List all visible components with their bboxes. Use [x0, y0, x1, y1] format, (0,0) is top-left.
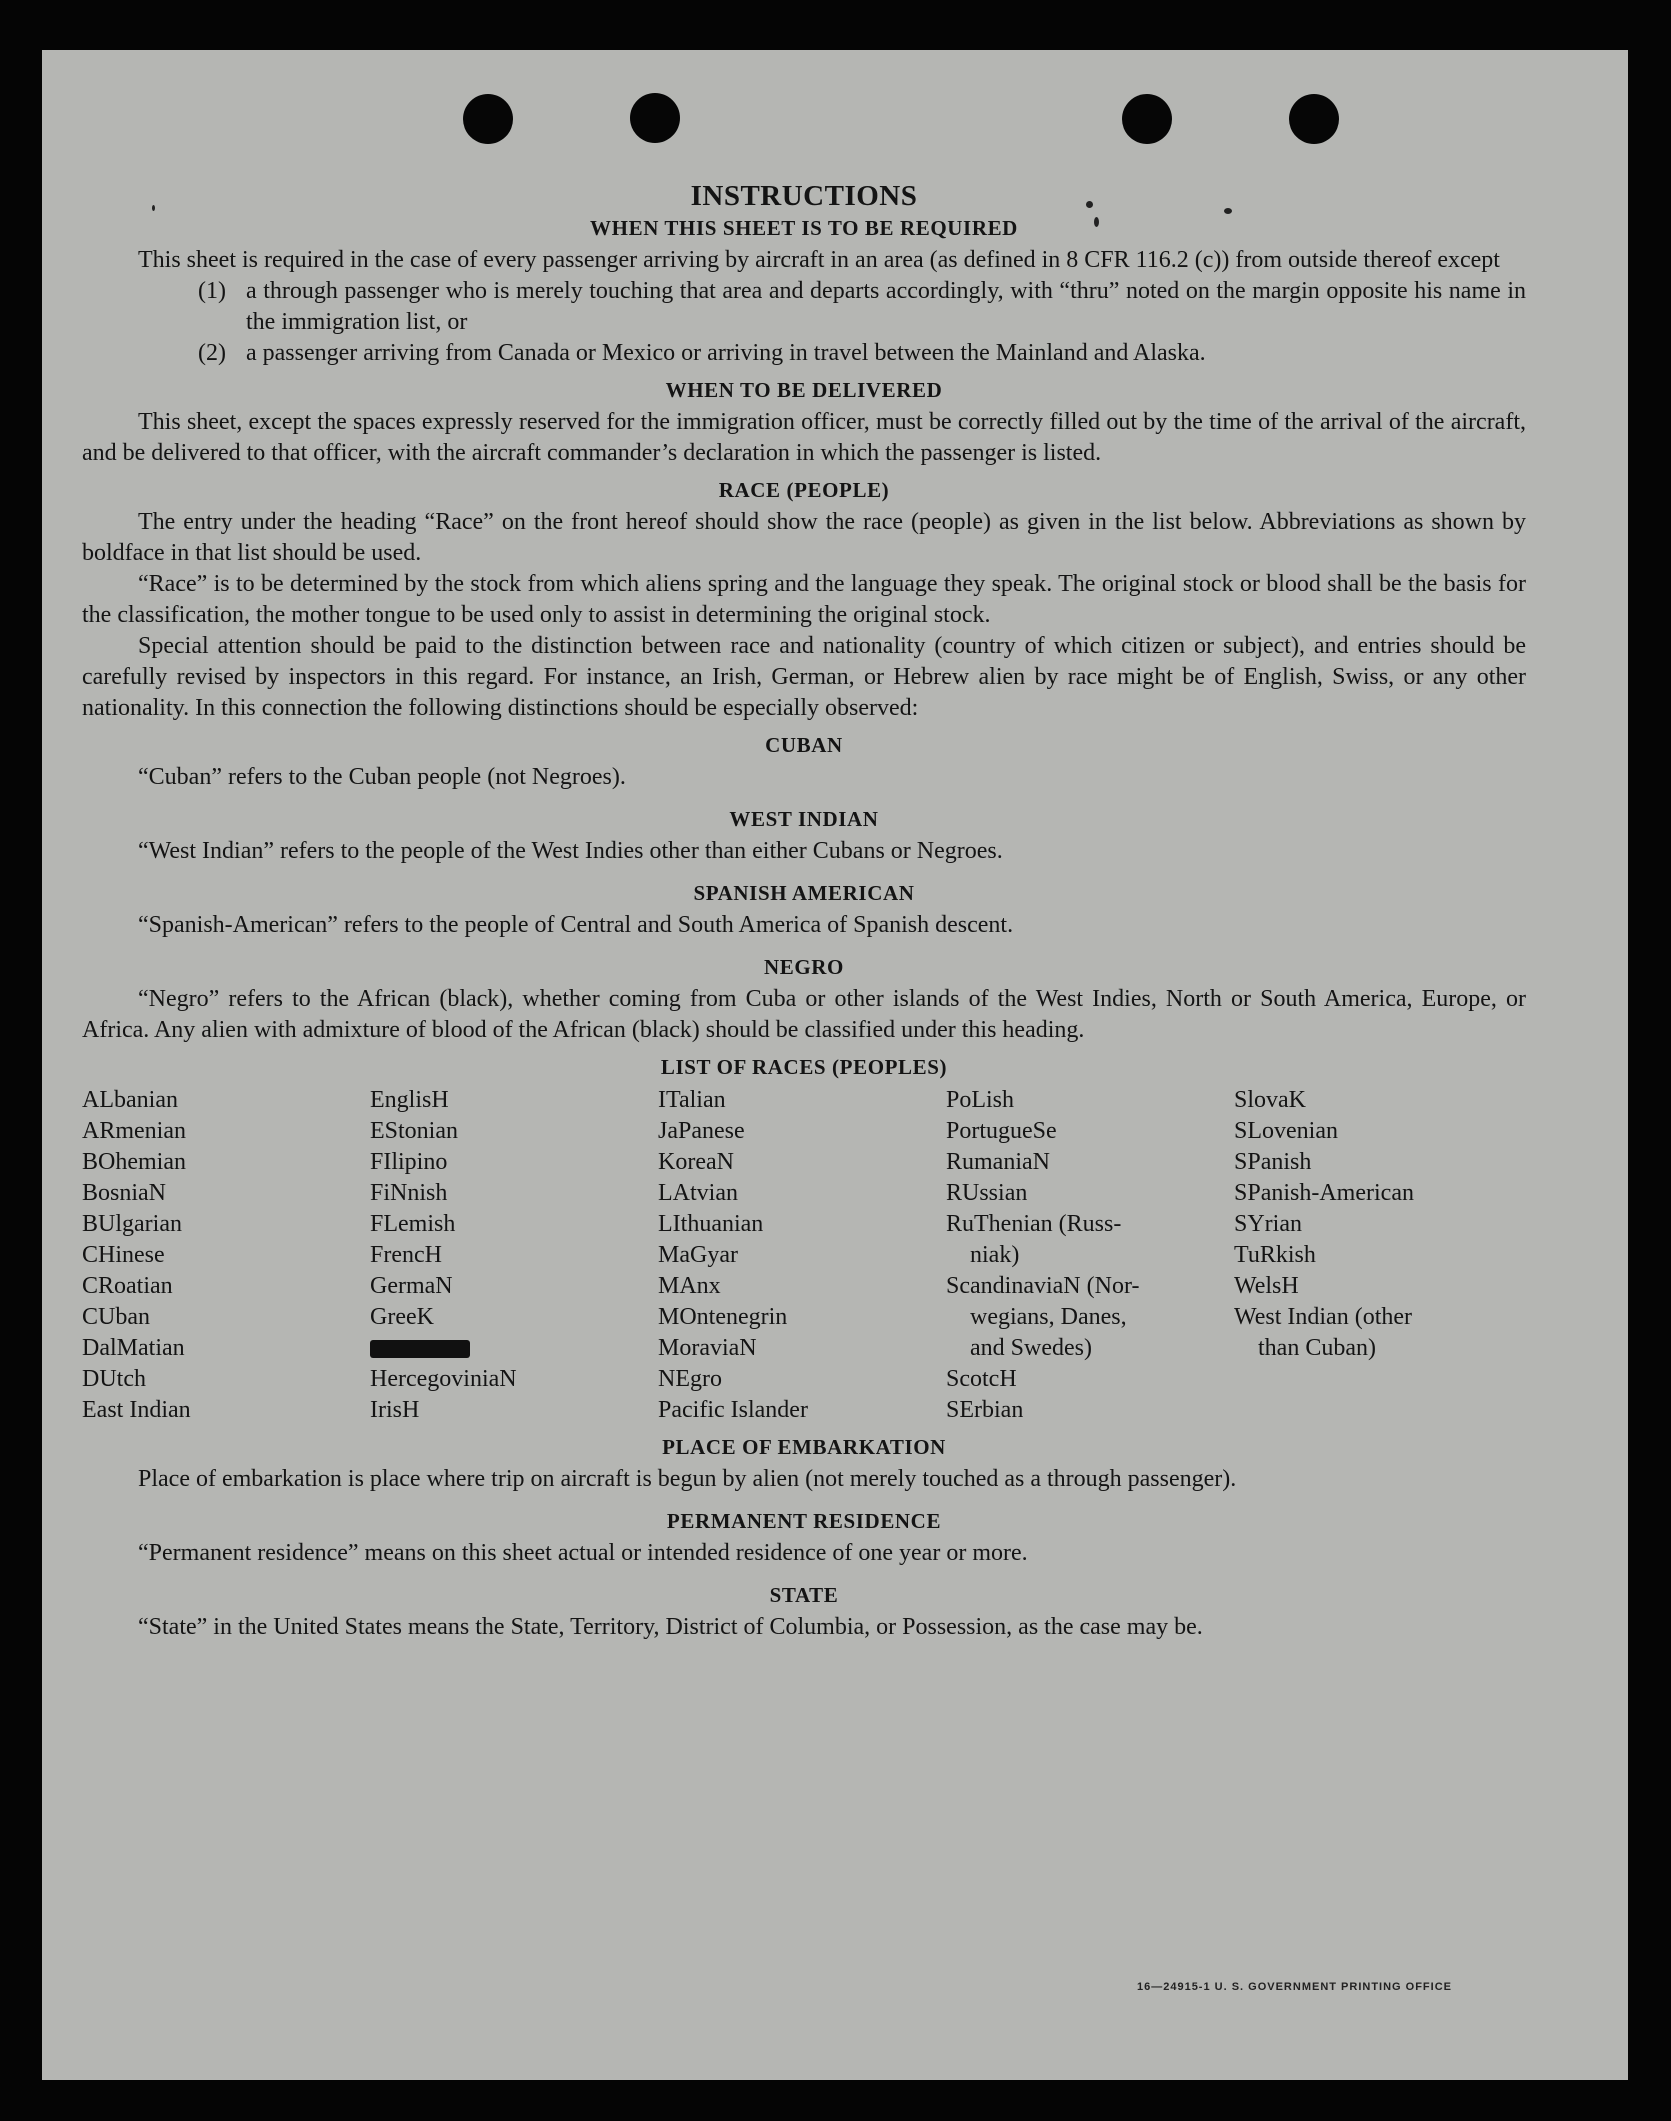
heading-cuban: CUBAN: [765, 733, 843, 757]
races-column: [658, 1085, 946, 1426]
race-entry: ALbanian: [82, 1087, 178, 1113]
race-entry: TuRkish: [1234, 1242, 1316, 1268]
race-entry: SPanish: [1234, 1149, 1312, 1175]
race-entry: SPanish-American: [1234, 1180, 1414, 1206]
paragraph-negro: “Negro” refers to the African (black), whether coming from Cuba or other islands of the West Indies, North or South America, Europe, or Africa. Any alien with admixture of blood of the African (black) should be classified under this heading.: [82, 986, 1526, 1043]
races-list: [82, 1085, 1526, 1426]
race-entry: West Indian (other: [1234, 1304, 1413, 1330]
race-entry: BosniaN: [82, 1180, 166, 1206]
heading-spanish-american: SPANISH AMERICAN: [693, 881, 915, 905]
race-entry-continued: wegians, Danes,: [970, 1304, 1127, 1330]
race-entry: PortugueSe: [946, 1118, 1057, 1144]
race-entry: JaPanese: [658, 1118, 745, 1144]
race-entry: RumaniaN: [946, 1149, 1050, 1175]
race-entry: DUtch: [82, 1366, 146, 1392]
heading-race: RACE (PEOPLE): [718, 478, 890, 502]
race-entry: ScandinaviaN (Nor-: [946, 1273, 1140, 1299]
race-entry: SYrian: [1234, 1211, 1302, 1237]
race-entry: LIthuanian: [658, 1211, 764, 1237]
race-entry: MoraviaN: [658, 1335, 757, 1361]
paragraph-race-2: “Race” is to be determined by the stock from which aliens spring and the language they speak. The original stock or blood shall be the basis for the classification, the mother tongue to be used only to assist in determining the original stock.: [82, 571, 1526, 628]
list-item: [198, 276, 1526, 338]
race-entry: ITalian: [658, 1087, 726, 1113]
item-text: a passenger arriving from Canada or Mexico or arriving in travel between the Mainland and Alaska.: [246, 340, 1206, 366]
race-entry: MAnx: [658, 1273, 721, 1299]
paragraph-race-1: The entry under the heading “Race” on the front hereof should show the race (people) as given in the list below. Abbreviations as shown by boldface in that list should be used.: [82, 509, 1526, 566]
punch-hole: [463, 94, 513, 144]
race-entry: Pacific Islander: [658, 1397, 808, 1423]
race-entry: IrisH: [370, 1397, 420, 1423]
heading-negro: NEGRO: [763, 955, 844, 979]
heading-when-required: WHEN THIS SHEET IS TO BE REQUIRED: [590, 216, 1018, 240]
races-column: [82, 1085, 370, 1426]
race-entry-continued: and Swedes): [970, 1335, 1092, 1361]
instructions-content: [82, 178, 1526, 1643]
race-entry: RuThenian (Russ-: [946, 1211, 1122, 1237]
race-entry: FiNnish: [370, 1180, 448, 1206]
punch-hole: [630, 93, 680, 143]
heading-state: STATE: [769, 1583, 839, 1607]
item-number: (2): [198, 340, 226, 366]
race-entry: FIlipino: [370, 1149, 448, 1175]
race-entry: CUban: [82, 1304, 150, 1330]
item-text: a through passenger who is merely touching that area and departs accordingly, with “thru” noted on the margin opposite his name in the immigration list, or: [246, 278, 1526, 335]
race-entry: GermaN: [370, 1273, 453, 1299]
race-entry: CHinese: [82, 1242, 165, 1268]
paragraph-cuban: “Cuban” refers to the Cuban people (not Negroes).: [138, 764, 626, 790]
heading-embarkation: PLACE OF EMBARKATION: [662, 1435, 946, 1459]
heading-west-indian: WEST INDIAN: [729, 807, 879, 831]
punch-hole: [1289, 94, 1339, 144]
races-column: [1234, 1085, 1526, 1426]
race-entry: NEgro: [658, 1366, 722, 1392]
document-sheet: [42, 50, 1628, 2080]
race-entry: BUlgarian: [82, 1211, 182, 1237]
race-entry: FrencH: [370, 1242, 442, 1268]
race-entry-continued: than Cuban): [1258, 1335, 1376, 1361]
race-entry: ARmenian: [82, 1118, 186, 1144]
race-entry: WelsH: [1234, 1273, 1299, 1299]
punch-hole: [1122, 94, 1172, 144]
race-entry: HercegoviniaN: [370, 1366, 517, 1392]
paragraph-west-indian: “West Indian” refers to the people of the West Indies other than either Cubans or Negroes.: [138, 838, 1003, 864]
heading-when-delivered: WHEN TO BE DELIVERED: [665, 378, 943, 402]
list-item: [198, 338, 1526, 369]
paragraph-when-delivered: This sheet, except the spaces expressly reserved for the immigration officer, must be correctly filled out by the time of the arrival of the aircraft, and be delivered to that officer, with the aircraft commander’s declaration in which the passenger is listed.: [82, 409, 1526, 466]
redacted-entry: [370, 1333, 658, 1364]
race-entry: MOntenegrin: [658, 1304, 788, 1330]
race-entry-continued: niak): [970, 1242, 1020, 1268]
item-number: (1): [198, 278, 226, 304]
paragraph-spanish-american: “Spanish-American” refers to the people of Central and South America of Spanish descent.: [138, 912, 1014, 938]
race-entry: SLovenian: [1234, 1118, 1338, 1144]
race-entry: EnglisH: [370, 1087, 449, 1113]
race-entry: CRoatian: [82, 1273, 173, 1299]
race-entry: ScotcH: [946, 1366, 1017, 1392]
race-entry: East Indian: [82, 1397, 191, 1423]
race-entry: EStonian: [370, 1118, 458, 1144]
paragraph-race-3: Special attention should be paid to the distinction between race and nationality (country of which citizen or subject), and entries should be carefully revised by inspectors in this regard. For instance, an Irish, German, or Hebrew alien by race might be of English, Swiss, or any other nationality. In this connection the following distinctions should be especially observed:: [82, 633, 1526, 721]
race-entry: DalMatian: [82, 1335, 185, 1361]
paragraph-permanent-residence: “Permanent residence” means on this sheet actual or intended residence of one year or more.: [138, 1540, 1028, 1566]
race-entry: SlovaK: [1234, 1087, 1306, 1113]
race-entry: MaGyar: [658, 1242, 738, 1268]
races-column: [370, 1085, 658, 1426]
race-entry: PoLish: [946, 1087, 1015, 1113]
paragraph-state: “State” in the United States means the State, Territory, District of Columbia, or Possession, as the case may be.: [138, 1614, 1203, 1640]
race-entry: GreeK: [370, 1304, 434, 1330]
printing-office-code: 16—24915-1 U. S. GOVERNMENT PRINTING OFFICE: [1136, 1981, 1452, 1993]
races-column: [946, 1085, 1234, 1426]
paragraph-when-required: This sheet is required in the case of every passenger arriving by aircraft in an area (as defined in 8 CFR 116.2 (c)) from outside thereof except: [138, 247, 1500, 273]
paragraph-embarkation: Place of embarkation is place where trip on aircraft is begun by alien (not merely touched as a through passenger).: [138, 1466, 1237, 1492]
redaction-mark: [370, 1340, 470, 1358]
race-entry: SErbian: [946, 1397, 1024, 1423]
heading-list-of-races: LIST OF RACES (PEOPLES): [660, 1055, 948, 1079]
race-entry: RUssian: [946, 1180, 1028, 1206]
race-entry: KoreaN: [658, 1149, 734, 1175]
heading-permanent-residence: PERMANENT RESIDENCE: [666, 1509, 942, 1533]
page-title: INSTRUCTIONS: [690, 180, 918, 212]
race-entry: FLemish: [370, 1211, 456, 1237]
race-entry: BOhemian: [82, 1149, 186, 1175]
race-entry: LAtvian: [658, 1180, 738, 1206]
